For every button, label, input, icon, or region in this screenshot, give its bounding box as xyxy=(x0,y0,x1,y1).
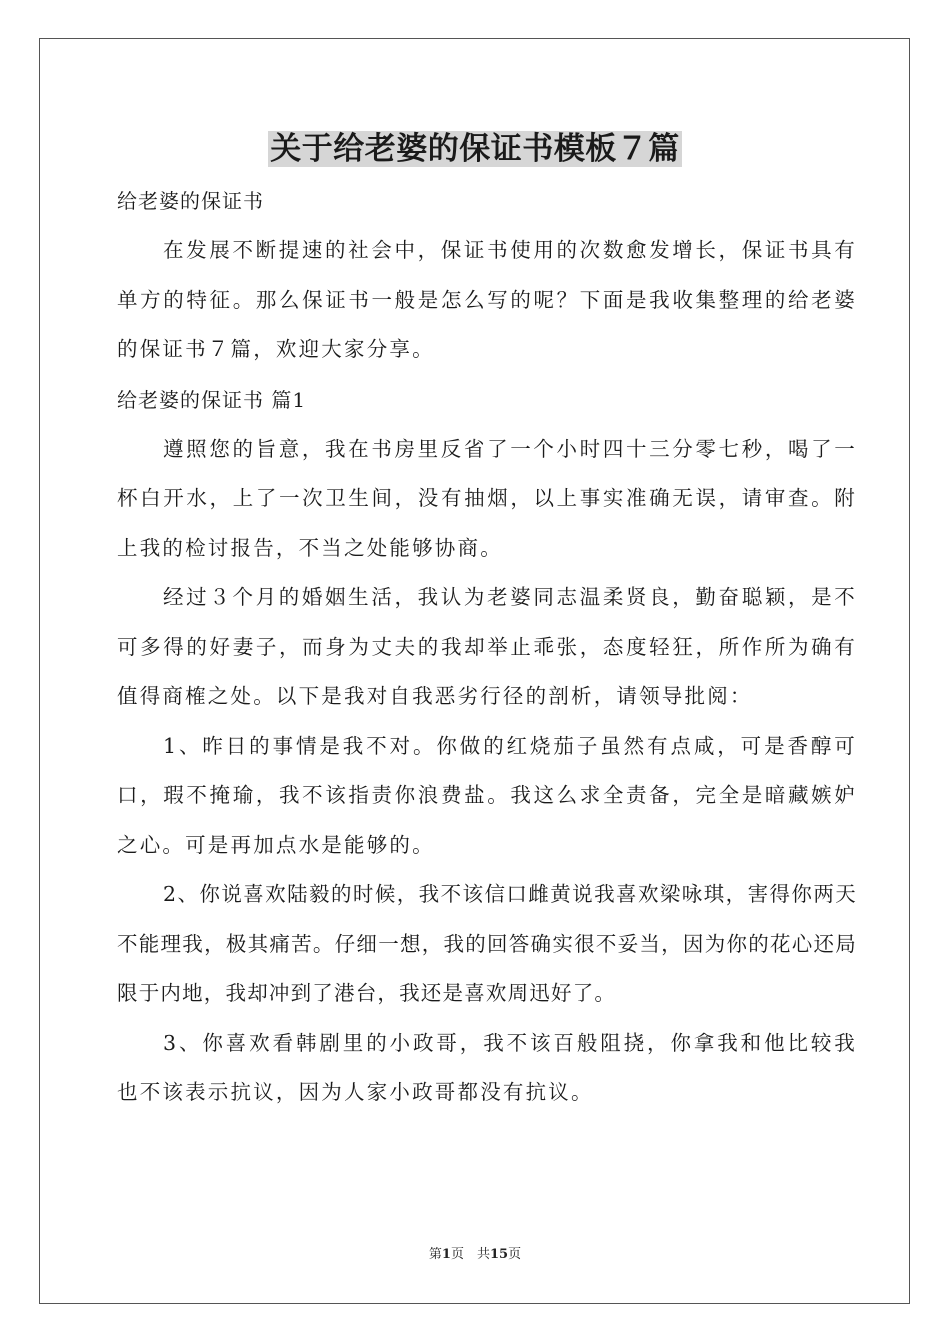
intro-heading: 给老婆的保证书 xyxy=(117,189,264,213)
document-title xyxy=(0,126,950,172)
document-title-text: 关于给老婆的保证书模板７篇 xyxy=(270,131,680,167)
body-paragraph-2: 经过３个月的婚姻生活，我认为老婆同志温柔贤良，勤奋聪颖，是不可多得的好妻子，而身为丈夫的我却举止乖张，态度轻狂，所作所为确有值得商榷之处。以下是我对自我恶劣行径的剖析，请领导批阅： xyxy=(117,585,857,708)
body-paragraph-5: 3、你喜欢看韩剧里的小政哥，我不该百般阻挠，你拿我和他比较我也不该表示抗议，因为人家小政哥都没有抗议。 xyxy=(117,1030,857,1104)
body-paragraph-1: 遵照您的旨意，我在书房里反省了一个小时四十三分零七秒，喝了一杯白开水，上了一次卫生间，没有抽烟，以上事实准确无误，请审查。附上我的检讨报告，不当之处能够协商。 xyxy=(117,436,857,560)
body-paragraph-4: 2、你说喜欢陆毅的时候，我不该信口雌黄说我喜欢梁咏琪，害得你两天不能理我，极其痛苦。仔细一想，我的回答确实很不妥当，因为你的花心还局限于内地，我却冲到了港台，我还是喜欢周迅好了。 xyxy=(117,882,857,1005)
body-paragraph-3: 1、昨日的事情是我不对。你做的红烧茄子虽然有点咸，可是香醇可口，瑕不掩瑜，我不该指责你浪费盐。我这么求全责备，完全是暗藏嫉妒之心。可是再加点水是能够的。 xyxy=(117,733,857,857)
intro-paragraph: 在发展不断提速的社会中，保证书使用的次数愈发增长，保证书具有单方的特征。那么保证书一般是怎么写的呢？下面是我收集整理的给老婆的保证书７篇，欢迎大家分享。 xyxy=(117,238,857,361)
page-footer xyxy=(0,1245,950,1265)
footer-total-pages: 15 xyxy=(489,1247,509,1262)
footer-mid: 页 共 xyxy=(450,1247,490,1262)
document-body xyxy=(117,176,857,1118)
footer-prefix: 第 xyxy=(428,1247,442,1262)
section-heading: 给老婆的保证书 篇1 xyxy=(117,387,307,412)
footer-current-page: 1 xyxy=(441,1247,451,1262)
footer-suffix: 页 xyxy=(508,1247,522,1262)
